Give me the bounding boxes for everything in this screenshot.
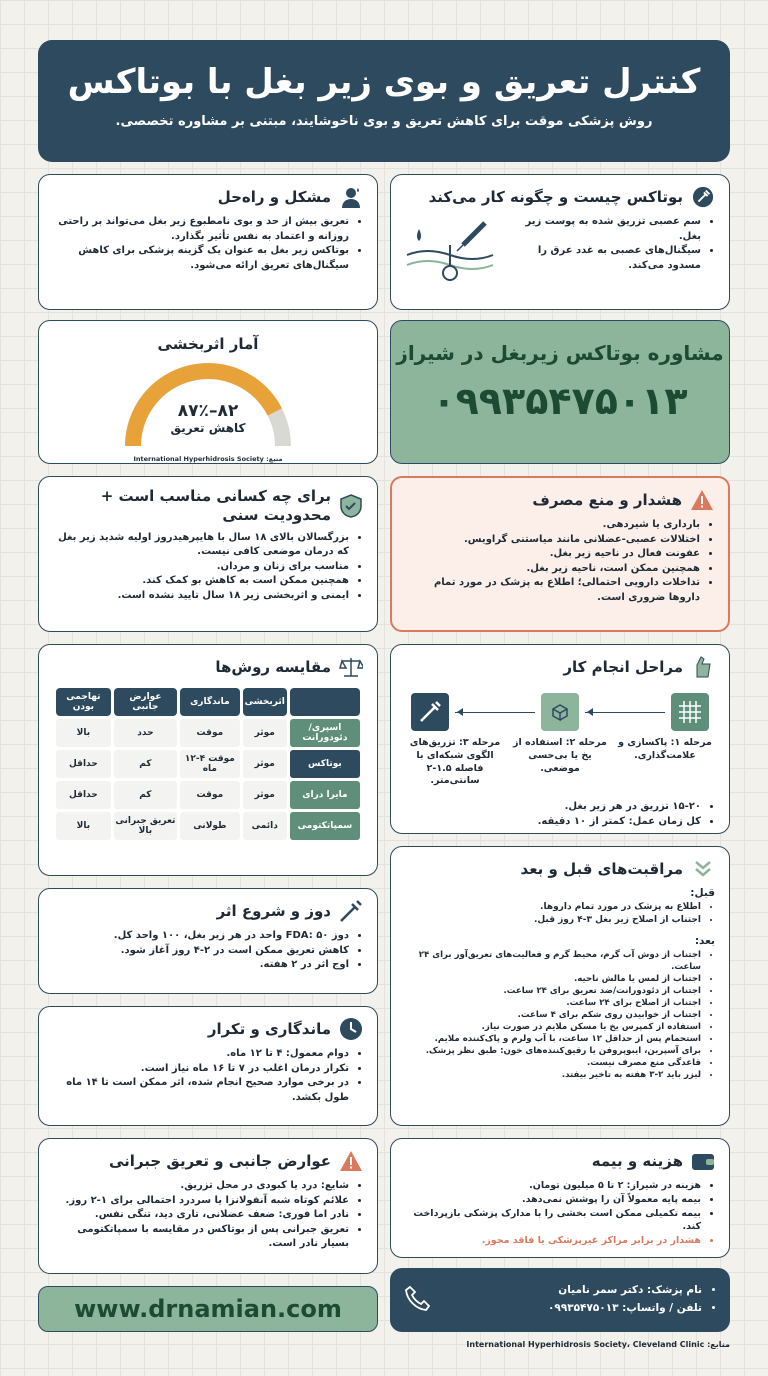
table-row-label: بوتاکس [290,750,360,778]
table-cell: موثر [243,750,287,778]
list-item: • اوج اثر در ۲ هفته. [53,958,349,973]
list-item: • ایمنی و اثربخشی زیر ۱۸ سال تایید نشده است. [53,589,349,604]
table-header: ماندگاری [180,688,240,716]
alert-triangle-icon [339,1149,363,1173]
list-item: • سم عصبی تزریق شده به پوست زیر بغل. [501,215,701,244]
dose-card [38,888,378,994]
doctor-name: • نام پزشک: دکتر سمر نامیان [444,1282,702,1300]
table-header: عوارض جانبی [114,688,177,716]
list-item: • سیگنال‌های عصبی به غدد عرق را مسدود می‌کند. [501,244,701,273]
list-item: • بیمه پایه معمولاً آن را پوشش نمی‌دهد. [405,1193,701,1207]
warning-list [406,518,714,605]
table-cell: موقت [180,719,240,747]
effectiveness-stats-card [38,320,378,464]
dose-heading: دوز و شروع اثر [53,899,363,923]
what-is-botox-heading: بوتاکس چیست و چگونه کار می‌کند [405,185,715,209]
list-item: • بیمه تکمیلی ممکن است بخشی را با مدارک پزشکی بازپرداخت کند. [405,1207,701,1235]
list-item: • تداخلات دارویی احتمالی؛ اطلاع به پزشک در مورد تمام داروها ضروری است. [406,576,700,605]
procedure-steps-card [390,644,730,834]
table-row [56,812,360,840]
shield-check-icon [339,494,363,518]
care-before-list [405,901,715,927]
list-item: • استفاده از کمپرس یخ یا مسکن ملایم در صورت نیاز. [405,1021,701,1033]
list-item: • همچنین ممکن است به کاهش بو کمک کند. [53,574,349,589]
warning-heading: هشدار و منع مصرف [406,488,714,512]
list-item: • تکرار درمان اغلب در ۷ تا ۱۶ ماه نیاز است. [53,1062,349,1077]
list-item: • عفونت فعال در ناحیه زیر بغل. [406,547,700,562]
table-cell: بالا [56,812,111,840]
table-cell: کم [114,781,177,809]
list-item: • اجتناب از لمس یا مالش ناحیه. [405,973,701,985]
table-cell: موقت ۴-۱۲ ماه [180,750,240,778]
suitability-list [53,531,363,604]
table-cell: کم [114,750,177,778]
consultation-phone[interactable]: ۰۹۹۳۵۴۷۵۰۱۳ [432,379,688,423]
step-label-1: مرحله ۱: پاکسازی و علامت‌گذاری. [618,737,712,761]
warning-card [390,476,730,632]
consultation-card [390,320,730,464]
care-card [390,846,730,1126]
skin-injection-icon [405,215,495,285]
comparison-table [53,685,363,843]
list-item: • اجتناب از اصلاح برای ۲۴ ساعت. [405,997,701,1009]
list-item: • اطلاع به پزشک در مورد تمام داروها. [405,901,701,914]
list-item: • برای آسپرین، ایبوپروفن یا رقیق‌کننده‌های خون: طبق نظر پزشک. [405,1045,701,1057]
website-link[interactable]: www.drnamian.com [38,1286,378,1332]
steps-list [405,800,715,829]
comparison-heading: مقایسه روش‌ها [53,655,363,679]
cost-list [405,1179,715,1248]
step-labels [405,737,715,788]
ice-cube-icon [541,693,579,731]
side-effects-heading: عوارض جانبی و تعریق جبرانی [53,1149,363,1173]
stats-label: کاهش تعریق [170,421,246,435]
list-item: • اجتناب از خوابیدن روی شکم برای ۴ ساعت. [405,1009,701,1021]
what-is-botox-card [390,174,730,310]
dose-list [53,929,363,973]
doctor-contact-card [390,1268,730,1332]
list-item: • تعریق جبرانی پس از بوتاکس در مقایسه با سمپاتکتومی بسیار نادر است. [53,1223,349,1252]
side-effects-list [53,1179,363,1252]
duration-card [38,1006,378,1126]
syringe-step-icon [411,693,449,731]
grid-marking-icon [671,693,709,731]
list-item: • ۱۵-۲۰ تزریق در هر زیر بغل. [405,800,701,815]
table-row [56,719,360,747]
list-item: • کاهش تعریق ممکن است در ۲-۴ روز آغاز شود. [53,944,349,959]
list-item: • در برخی موارد صحیح انجام شده، اثر ممکن است تا ۱۴ ماه طول بکشد. [53,1076,349,1105]
doctor-contact-list [444,1282,716,1318]
steps-flow [405,693,715,731]
care-after-list [405,949,715,1081]
syringe-dose-icon [339,899,363,923]
table-cell: تعریق جبرانی بالا [114,812,177,840]
list-item: • اجتناب از اصلاح زیر بغل ۳-۴ روز قبل. [405,914,701,927]
table-cell: دائمی [243,812,287,840]
table-cell: بالا [56,719,111,747]
list-item: • دوام معمول: ۴ تا ۱۲ ماه. [53,1047,349,1062]
list-item: • بوتاکس زیر بغل به عنوان یک گزینه پزشکی برای کاهش سیگنال‌های تعریق ارائه می‌شود. [53,244,349,273]
table-row [56,750,360,778]
hand-icon [691,655,715,679]
problem-solution-list [53,215,363,273]
page-title: کنترل تعریق و بوی زیر بغل با بوتاکس [67,62,701,102]
care-after-label: بعد: [694,935,715,948]
table-row-label: سمپاتکتومی [290,812,360,840]
table-cell: حدد [114,719,177,747]
table-cell: موثر [243,781,287,809]
header-banner [38,40,730,162]
table-row-label: اسپری/دئودورانت [290,719,360,747]
syringe-icon [691,185,715,209]
person-sweating-icon [339,185,363,209]
cost-card [390,1138,730,1258]
table-cell: حداقل [56,750,111,778]
list-item: • بزرگسالان بالای ۱۸ سال با هایپرهیدروز اولیه شدید زیر بغل که درمان موضعی کافی نیست. [53,531,349,560]
step-label-3: مرحله ۳: تزریق‌های الگوی شبکه‌ای با فاصله ۱.۵-۲ سانتی‌متر. [409,737,501,787]
problem-solution-card [38,174,378,310]
list-item: • نادر اما فوری: ضعف عضلانی، تاری دید، تنگی نفس. [53,1208,349,1223]
care-heading: مراقبت‌های قبل و بعد [405,857,715,881]
stats-source: International Hyperhidrosis Society :منبع [133,455,283,463]
list-item: • کل زمان عمل: کمتر از ۱۰ دقیقه. [405,815,701,830]
procedure-steps-heading: مراحل انجام کار [405,655,715,679]
scales-icon [339,655,363,679]
step-label-2: مرحله ۲: استفاده از یخ یا بی‌حسی موضعی. [513,737,607,774]
table-cell: موثر [243,719,287,747]
list-item: • مناسب برای زنان و مردان. [53,560,349,575]
sources-note: منابع: International Hyperhidrosis Society، Cleveland Clinic [466,1340,730,1349]
doctor-phone[interactable]: • تلفن / واتساپ: ۰۹۹۳۵۴۷۵۰۱۳ [444,1300,702,1318]
phone-icon [404,1284,432,1316]
list-item: • بارداری یا شیردهی. [406,518,700,533]
table-row [56,781,360,809]
table-cell: حداقل [56,781,111,809]
list-item: • دوز FDA: ۵۰ واحد در هر زیر بغل، ۱۰۰ واحد کل. [53,929,349,944]
list-item: • تعریق بیش از حد و بوی نامطبوع زیر بغل می‌تواند بر راحتی روزانه و اعتماد به نفس تأثیر بگذارد. [53,215,349,244]
list-item: • همچنین ممکن است، ناحیه زیر بغل. [406,562,700,577]
list-item: • هزینه در شیراز: ۲ تا ۵ میلیون تومان. [405,1179,701,1193]
side-effects-card [38,1138,378,1274]
stats-title: آمار اثربخشی [157,335,259,353]
table-header [290,688,360,716]
duration-list [53,1047,363,1105]
clock-icon [339,1017,363,1041]
step-arrow [585,712,665,713]
double-chevron-icon [691,857,715,881]
table-header: تهاجمی بودن [56,688,111,716]
list-item: • اختلالات عصبی-عضلانی مانند میاستنی گراویس. [406,533,700,548]
cost-heading: هزینه و بیمه [405,1149,715,1173]
duration-heading: ماندگاری و تکرار [53,1017,363,1041]
page-subtitle: روش پزشکی موقت برای کاهش تعریق و بوی ناخوشایند، مبتنی بر مشاوره تخصصی. [115,114,653,129]
suitability-card [38,476,378,632]
list-item: • علائم کوتاه شبه آنفولانزا یا سردرد احتمالی برای ۱-۲ روز. [53,1194,349,1209]
table-cell: طولانی [180,812,240,840]
list-item: • اجتناب از دوش آب گرم، محیط گرم و فعالیت‌های تعریق‌آور برای ۲۴ ساعت. [405,949,701,973]
step-arrow [455,712,535,713]
table-row-label: مایرا درای [290,781,360,809]
list-item: • استحمام پس از حداقل ۱۲ ساعت، با آب ولرم و پاک‌کننده ملایم. [405,1033,701,1045]
suitability-heading: برای چه کسانی مناسب است + محدودیت سنی [53,487,363,525]
list-item: • شایع: درد یا کبودی در محل تزریق. [53,1179,349,1194]
stats-value: ۸۲–۸۷٪ [177,401,239,421]
table-cell: موقت [180,781,240,809]
cost-warning: • هشدار در برابر مراکز غیرپزشکی یا فاقد مجوز. [405,1234,701,1248]
list-item: • قاعدگی منع مصرف نیست. [405,1057,701,1069]
wallet-icon [691,1149,715,1173]
warning-triangle-icon [690,488,714,512]
list-item: • لیزر باید ۲-۳ هفته به تاخیر بیفتد. [405,1069,701,1081]
problem-solution-heading: مشکل و راه‌حل [53,185,363,209]
comparison-card [38,644,378,876]
table-header: اثربخشی [243,688,287,716]
consultation-title: مشاوره بوتاکس زیربغل در شیراز [396,341,724,365]
list-item: • اجتناب از دئودورانت/ضد تعریق برای ۲۴ ساعت. [405,985,701,997]
care-before-label: قبل: [690,887,715,899]
what-is-botox-list [501,215,715,285]
